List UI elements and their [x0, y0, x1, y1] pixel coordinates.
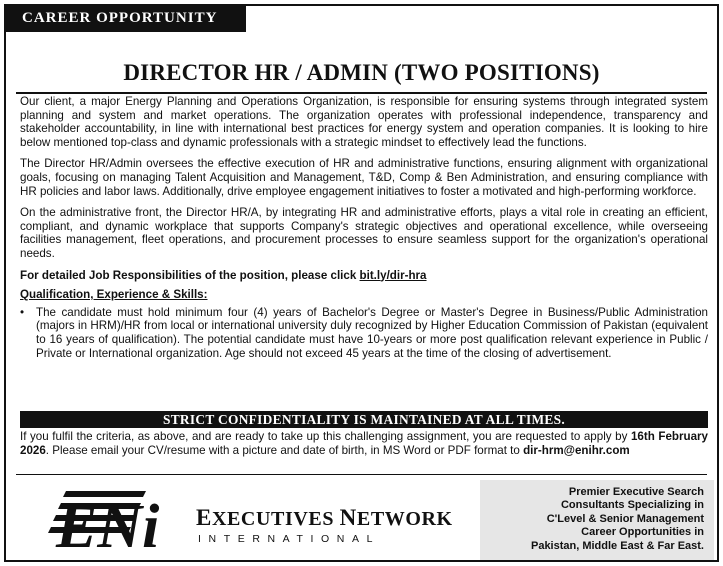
brand-name: EXECUTIVES NETWORK — [196, 505, 453, 530]
apply-deadline: 16th February 2026 — [20, 430, 708, 457]
tagline-line: C'Level & Senior Management — [546, 512, 704, 525]
apply-instructions — [20, 430, 708, 457]
career-opportunity-banner: CAREER OPPORTUNITY — [6, 6, 246, 32]
details-line — [20, 269, 708, 283]
advertisement-frame — [4, 4, 719, 562]
qualification-bullet — [20, 306, 708, 360]
tagline-line: Consultants Specializing in — [560, 499, 704, 512]
tagline-line: Pakistan, Middle East & Far East. — [530, 539, 704, 552]
footer-divider — [16, 474, 707, 475]
qualification-heading: Qualification, Experience & Skills: — [20, 288, 208, 302]
title-divider — [16, 92, 707, 94]
apply-text-before: If you fulfil the criteria, as above, and are ready to take up this challenging assignment, you are requested to apply by — [20, 430, 631, 443]
admin-paragraph: On the administrative front, the Director HR/A, by integrating HR and administrative efforts, plays a vital role in creating an efficient, compliant, and dynamic workplace that supports Company's strategic objectives and operational excellence, while overseeing facilities management, fleet operations, and procurement processes to ensure seamless support for the organization's operational needs. — [20, 206, 708, 260]
eni-logo — [48, 481, 174, 551]
apply-text-after: . Please email your CV/resume with a picture and date of birth, in MS Word or PDF format to — [45, 443, 524, 457]
bullet-icon: • — [20, 305, 25, 319]
qualification-text: The candidate must hold minimum four (4) years of Bachelor's Degree or Master's Degree in Business/Public Administration (majors in HRM)/HR from local or international university duly recognized by Higher Education Commission of Pakistan (equivalent to 16 years of qualification). The potential candidate must have 10-years or more post qualification relevant experience in Public / Private or International organization. Age should not exceed 45 years at the time of the closing of advertisement. — [36, 305, 708, 360]
details-prefix: For detailed Job Responsibilities of the position, please click — [20, 268, 360, 282]
brand-block — [196, 505, 453, 545]
tagline-line: Career Opportunities in — [581, 526, 704, 539]
job-title: DIRECTOR HR / ADMIN (TWO POSITIONS) — [123, 60, 600, 85]
brand-subtitle: INTERNATIONAL — [198, 533, 381, 545]
tagline-box — [480, 480, 714, 560]
job-description — [20, 95, 708, 360]
logo-text: ENi — [56, 493, 160, 551]
apply-email[interactable]: dir-hrm@enihr.com — [523, 443, 630, 457]
tagline-line: Premier Executive Search — [568, 486, 704, 498]
confidentiality-banner: STRICT CONFIDENTIALITY IS MAINTAINED AT ALL TIMES. — [20, 411, 708, 428]
intro-paragraph: Our client, a major Energy Planning and Operations Organization, is responsible for ensuring systems through integrated system planning and system and market operations. The organization operates with professional independence, transparency and stakeholder accountability, in line with international best practices for energy system and operation companies. It is looking to hire below mentioned top-class and dynamic professionals with a strategic mindset to effectively lead the functions. — [20, 95, 708, 149]
details-link[interactable]: bit.ly/dir-hra — [359, 268, 427, 282]
role-paragraph: The Director HR/Admin oversees the effective execution of HR and administrative functions, ensuring alignment with organizational goals, focusing on managing Talent Acquisition and Management, T&D, Comp & Ben Administration, and ensuring compliance with HR policies and labor laws. Additionally, drive employee engagement initiatives to foster a motivated and high-performing workforce. — [20, 157, 708, 198]
